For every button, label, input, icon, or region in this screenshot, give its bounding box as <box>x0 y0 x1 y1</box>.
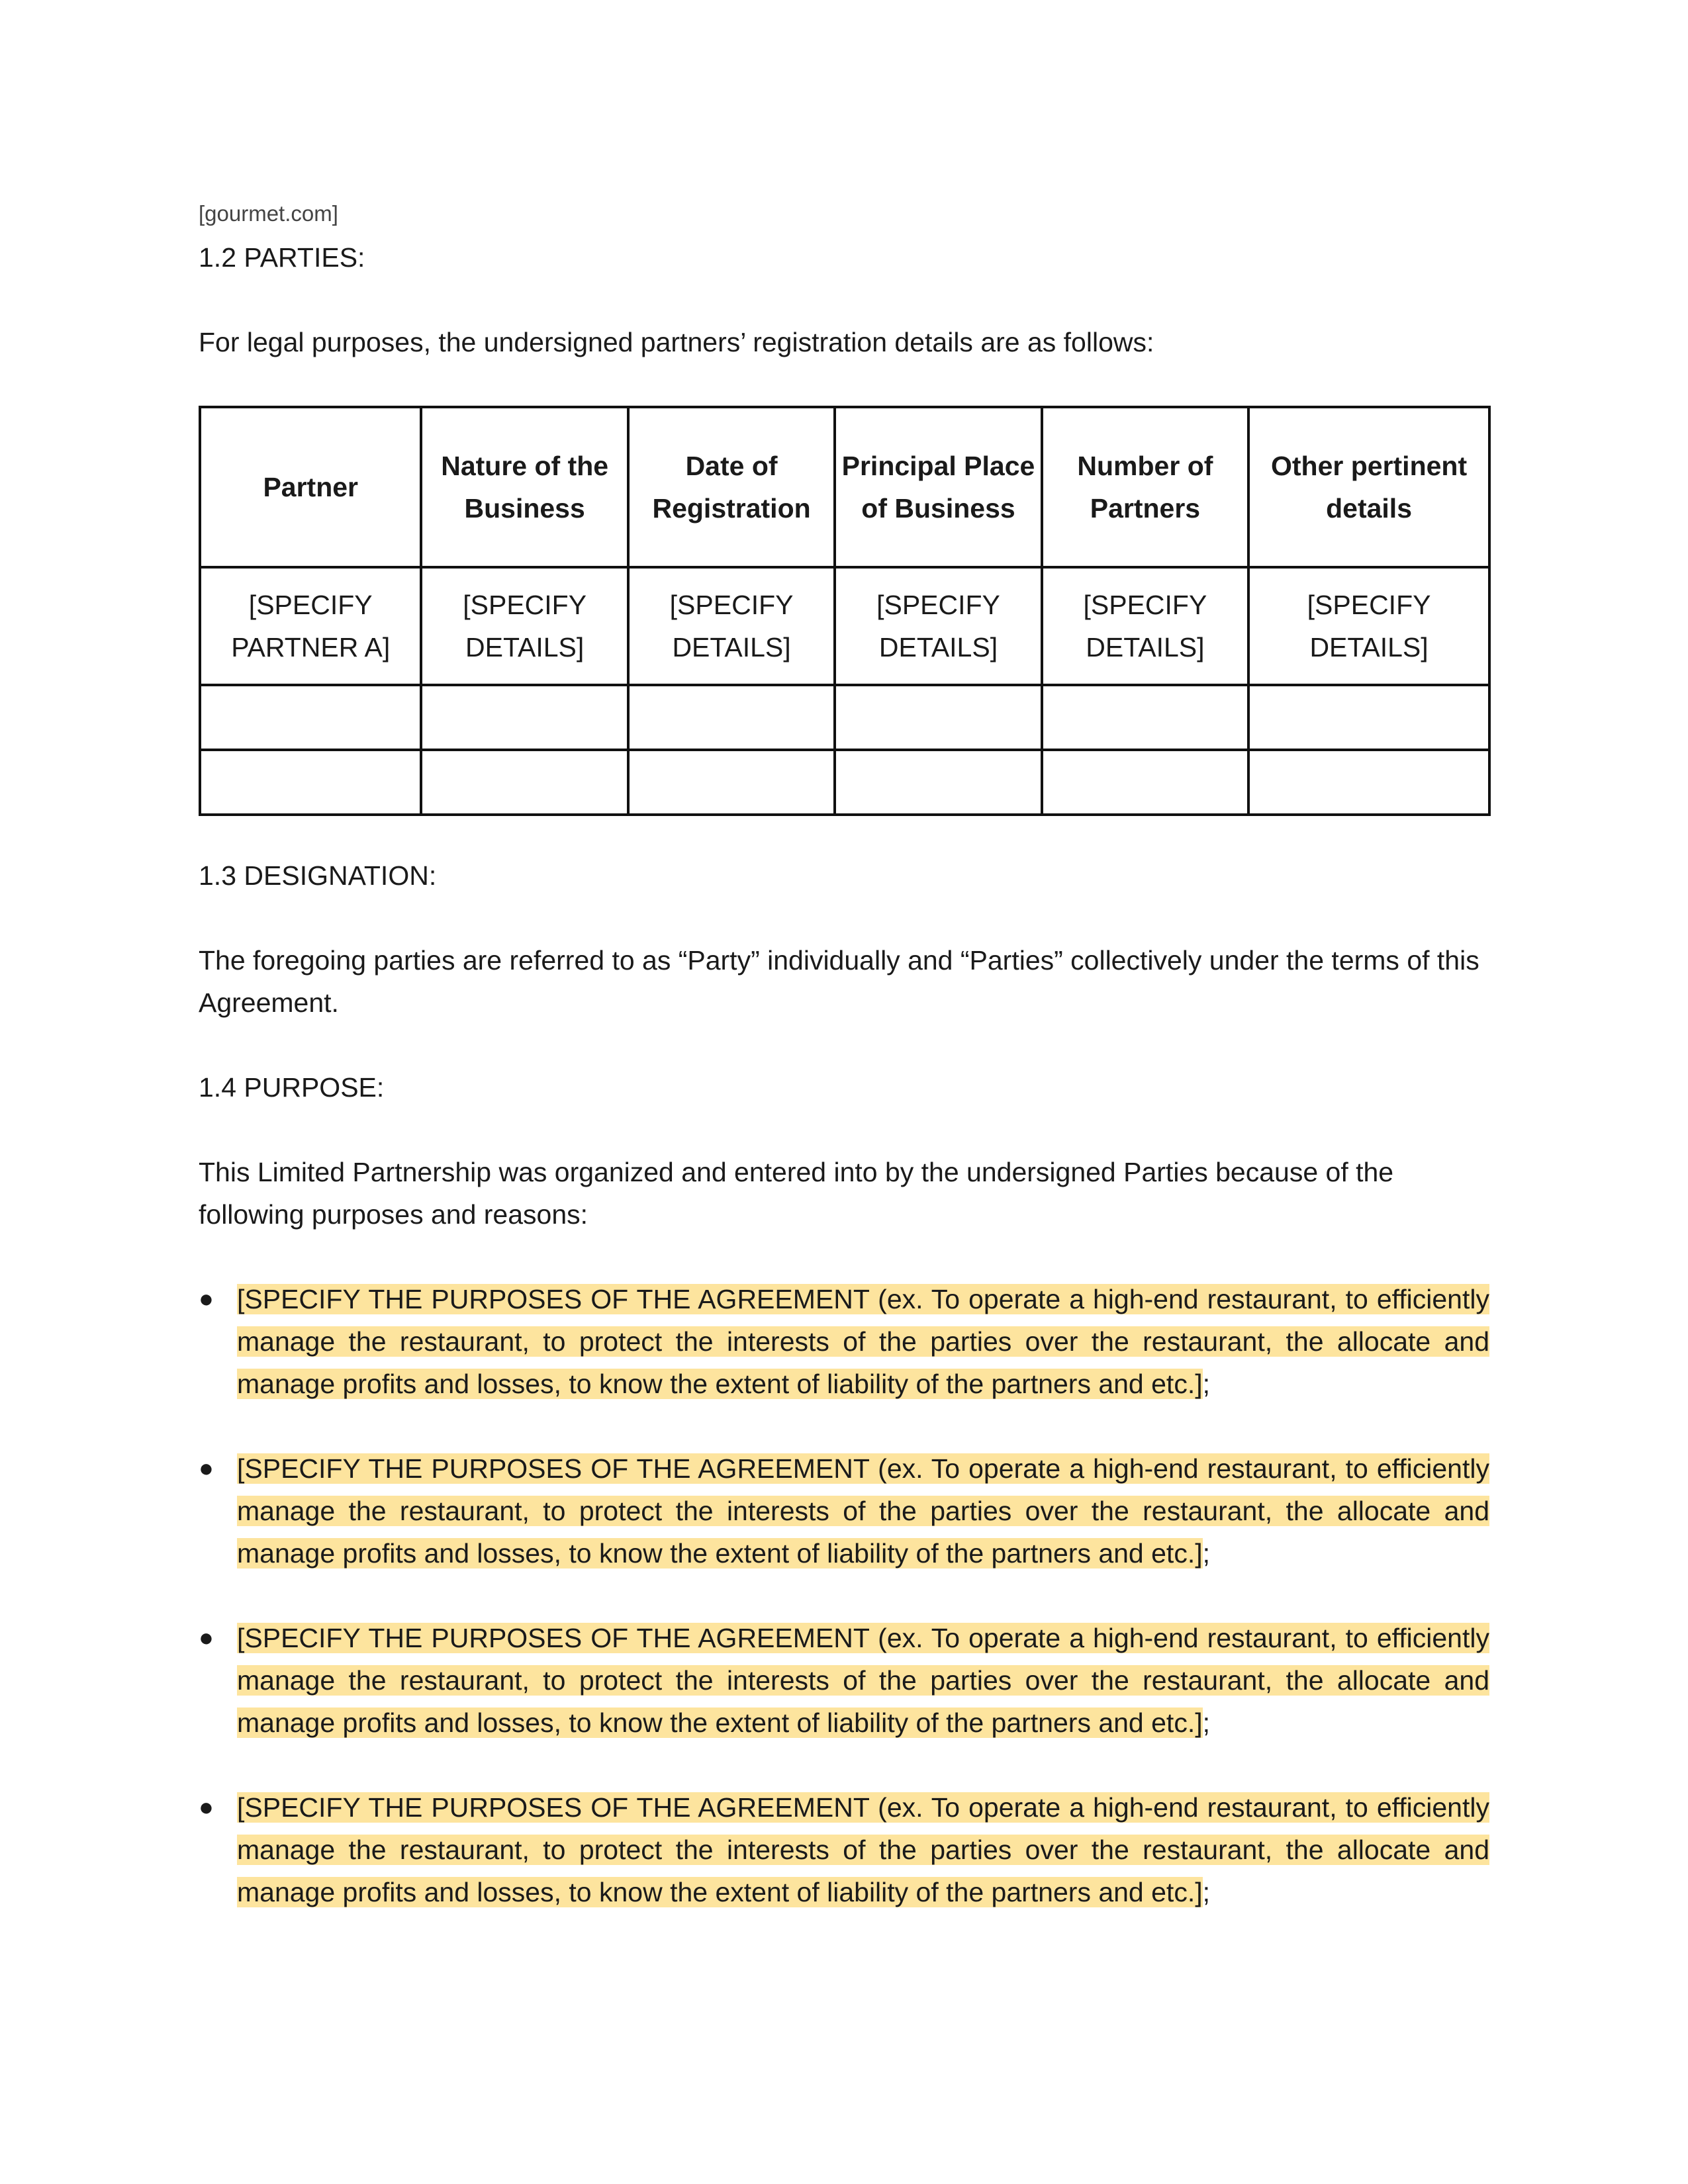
column-header: Date of Registration <box>628 407 835 567</box>
list-item <box>199 1786 1489 1913</box>
purposes-list <box>199 1278 1489 1913</box>
table-cell <box>1042 685 1248 750</box>
bullet-icon: ● <box>199 1794 214 1821</box>
purpose-intro: This Limited Partnership was organized and entered into by the undersigned Parties because of the following purposes and reasons: <box>199 1157 1394 1230</box>
list-item <box>199 1278 1489 1405</box>
placeholder-highlight: [SPECIFY THE PURPOSES OF THE AGREEMENT (ex. To operate a high-end restaurant, to efficiently manage the restaurant, to protect the interests of the parties over the restaurant, the allocate and manage profits and losses, to know the extent of liability of the partners and etc.] <box>237 1792 1489 1907</box>
placeholder-highlight: [SPECIFY THE PURPOSES OF THE AGREEMENT (ex. To operate a high-end restaurant, to efficiently manage the restaurant, to protect the interests of the parties over the restaurant, the allocate and manage profits and losses, to know the extent of liability of the partners and etc.] <box>237 1623 1489 1738</box>
table-row <box>200 567 1489 685</box>
table-cell <box>200 685 421 750</box>
table-cell <box>628 750 835 815</box>
column-header: Nature of the Business <box>421 407 628 567</box>
table-cell <box>835 685 1041 750</box>
header-tag: [gourmet.com] <box>199 201 338 226</box>
list-item-tail: ; <box>1202 1707 1211 1738</box>
bullet-icon: ● <box>199 1285 214 1313</box>
table-cell <box>1248 685 1489 750</box>
document-page <box>199 195 1489 1913</box>
table-header-row <box>200 407 1489 567</box>
table-cell <box>628 685 835 750</box>
table-row <box>200 750 1489 815</box>
list-item-tail: ; <box>1202 1877 1211 1907</box>
purpose-heading: 1.4 PURPOSE: <box>199 1072 385 1103</box>
bullet-icon: ● <box>199 1624 214 1652</box>
table-cell: [SPECIFY DETAILS] <box>1248 567 1489 685</box>
list-item <box>199 1447 1489 1574</box>
registration-table <box>199 406 1491 816</box>
parties-heading: 1.2 PARTIES: <box>199 242 365 273</box>
table-cell: [SPECIFY DETAILS] <box>421 567 628 685</box>
parties-intro: For legal purposes, the undersigned partners’ registration details are as follows: <box>199 327 1154 357</box>
table-cell <box>200 750 421 815</box>
list-item-tail: ; <box>1202 1538 1211 1569</box>
table-cell <box>1248 750 1489 815</box>
column-header: Number of Partners <box>1042 407 1248 567</box>
designation-heading: 1.3 DESIGNATION: <box>199 860 437 891</box>
table-cell <box>1042 750 1248 815</box>
bullet-icon: ● <box>199 1455 214 1482</box>
list-item-tail: ; <box>1202 1369 1211 1399</box>
table-cell <box>421 685 628 750</box>
table-cell: [SPECIFY DETAILS] <box>1042 567 1248 685</box>
designation-body: The foregoing parties are referred to as “Party” individually and “Parties” collectively under the terms of this Agreement. <box>199 945 1479 1018</box>
column-header: Principal Place of Business <box>835 407 1041 567</box>
column-header: Other pertinent details <box>1248 407 1489 567</box>
column-header: Partner <box>200 407 421 567</box>
table-cell <box>421 750 628 815</box>
placeholder-highlight: [SPECIFY THE PURPOSES OF THE AGREEMENT (ex. To operate a high-end restaurant, to efficiently manage the restaurant, to protect the interests of the parties over the restaurant, the allocate and manage profits and losses, to know the extent of liability of the partners and etc.] <box>237 1453 1489 1569</box>
table-cell <box>835 750 1041 815</box>
table-row <box>200 685 1489 750</box>
table-cell: [SPECIFY DETAILS] <box>628 567 835 685</box>
placeholder-highlight: [SPECIFY THE PURPOSES OF THE AGREEMENT (ex. To operate a high-end restaurant, to efficiently manage the restaurant, to protect the interests of the parties over the restaurant, the allocate and manage profits and losses, to know the extent of liability of the partners and etc.] <box>237 1284 1489 1399</box>
table-cell: [SPECIFY PARTNER A] <box>200 567 421 685</box>
list-item <box>199 1617 1489 1744</box>
table-cell: [SPECIFY DETAILS] <box>835 567 1041 685</box>
